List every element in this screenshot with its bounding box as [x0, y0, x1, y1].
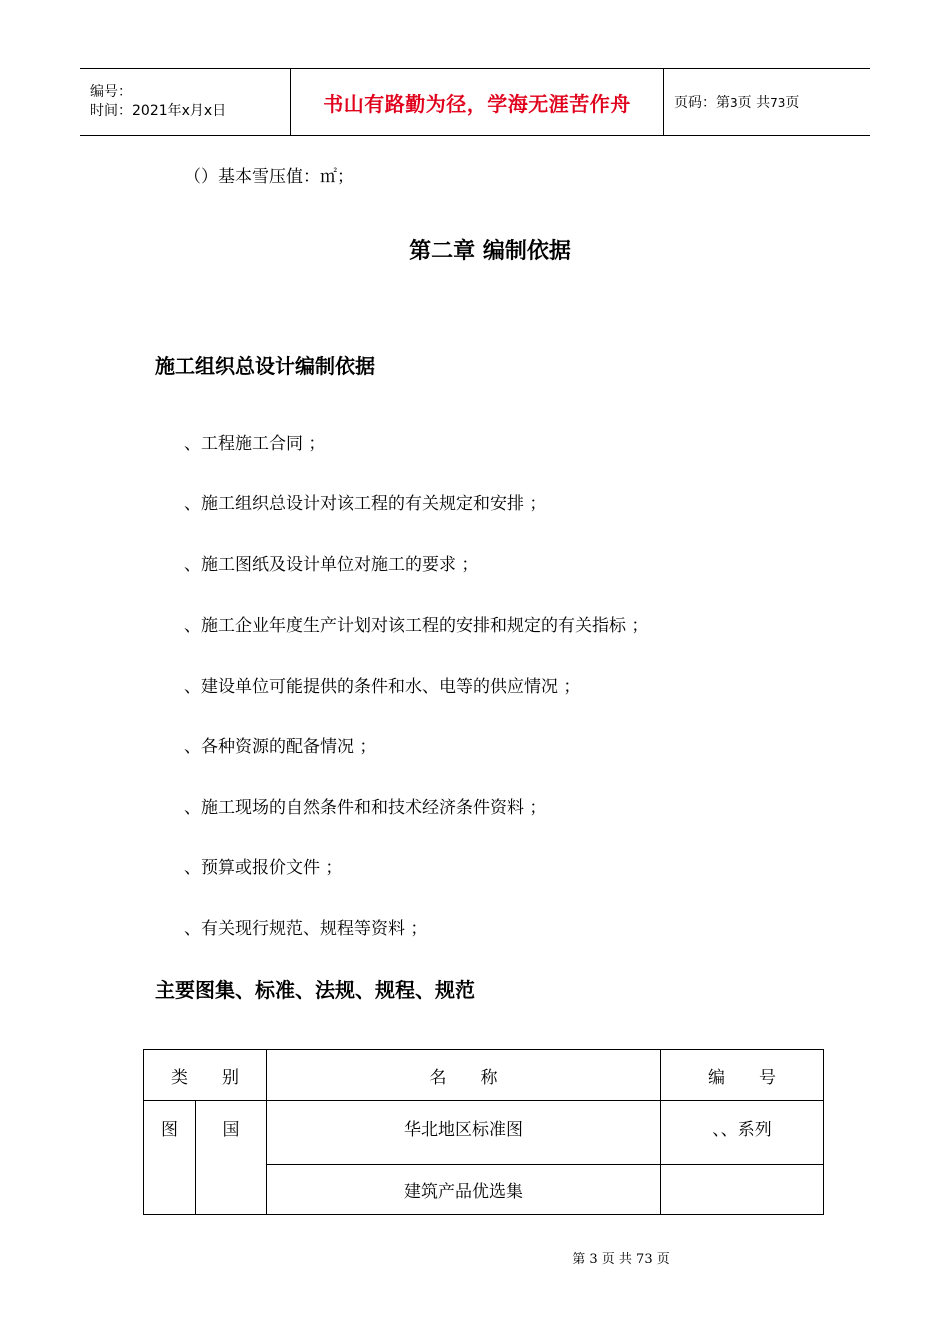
header-page-info — [664, 69, 871, 136]
basis-item: 、有关现行规范、规程等资料 ； — [184, 919, 428, 939]
standards-table — [143, 1049, 824, 1215]
page-mid-label: 页 共 — [737, 95, 771, 111]
header-category: 类 别 — [144, 1050, 267, 1101]
basis-item: 、预算或报价文件 ； — [184, 858, 343, 878]
basis-item: 、施工组织总设计对该工程的有关规定和安排 ； — [184, 494, 547, 514]
page-total: 73 — [770, 96, 786, 110]
header-meta — [80, 69, 291, 136]
category-cell-2: 国 — [196, 1101, 267, 1215]
basis-item: 、各种资源的配备情况 ； — [184, 737, 377, 757]
table-row — [144, 1101, 824, 1165]
page-end-label: 页 — [785, 95, 800, 111]
header-motto: 书山有路勤为径，学海无涯苦作舟 — [323, 91, 631, 116]
page-header — [80, 68, 870, 136]
category-cell-1: 图 — [144, 1101, 196, 1215]
row-name: 建筑产品优选集 — [267, 1165, 661, 1215]
section-title-standards: 主要图集、标准、法规、规程、规范 — [155, 978, 475, 1002]
row-code — [661, 1165, 824, 1215]
page-number: 3 — [730, 96, 738, 110]
basis-item: 、施工图纸及设计单位对施工的要求 ； — [184, 555, 479, 575]
basis-item: 、施工现场的自然条件和和技术经济条件资料 ； — [184, 798, 547, 818]
chapter-title: 第二章 编制依据 — [409, 239, 571, 264]
section-title-basis: 施工组织总设计编制依据 — [155, 354, 375, 378]
header-motto-cell — [291, 69, 664, 136]
snow-pressure-line: （）基本雪压值：㎡； — [184, 167, 354, 187]
doc-number-label: 编号： — [90, 84, 132, 100]
header-name: 名 称 — [267, 1050, 661, 1101]
row-name: 华北地区标准图 — [267, 1101, 661, 1165]
page-label: 页码：第 — [674, 95, 730, 111]
header-code: 编 号 — [661, 1050, 824, 1101]
doc-time-label: 时间：2021年x月x日 — [90, 103, 227, 119]
basis-item: 、工程施工合同 ； — [184, 434, 326, 454]
basis-item: 、施工企业年度生产计划对该工程的安排和规定的有关指标 ； — [184, 616, 649, 636]
table-header-row — [144, 1050, 824, 1101]
page-footer: 第 3 页 共 73 页 — [572, 1252, 670, 1267]
row-code: 、、系列 — [661, 1101, 824, 1165]
basis-item: 、建设单位可能提供的条件和水、电等的供应情况 ； — [184, 677, 581, 697]
